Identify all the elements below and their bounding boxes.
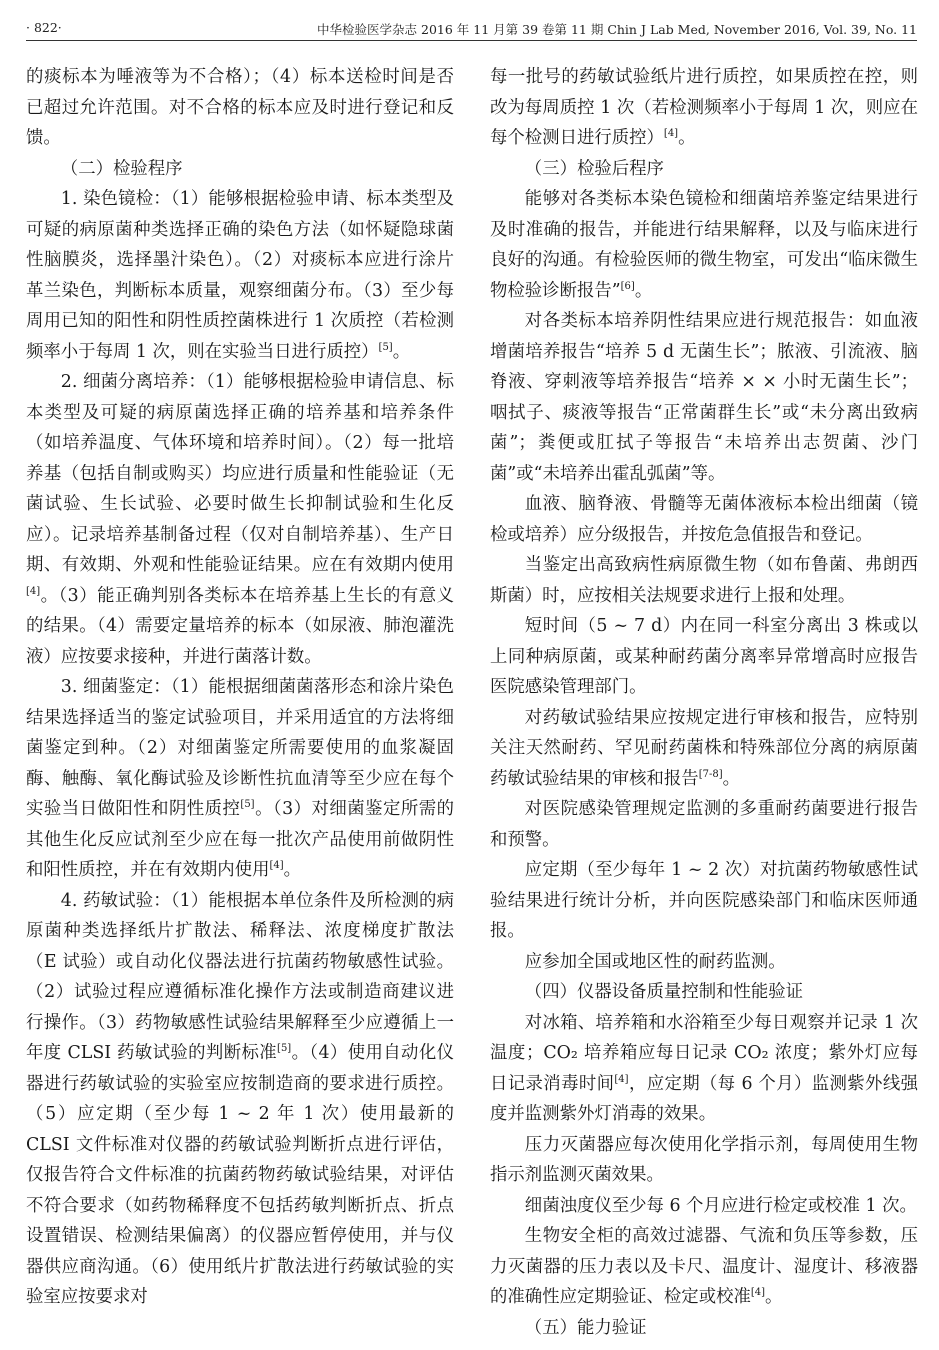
paragraph-culture: 2. 细菌分离培养：（1）能够根据检验申请信息、标本类型及可疑的病原菌选择正确的培养基和培养条件（如培养温度、气体环境和培养时间）。（2）每一批培养基（包括自制或购买）均应进行质量和性能验证（无菌试验、生长试验、必要时做生长抑制试验和生化反应）。记录培养基制备过程（仅对自制培养基）、生产日期、有效期、外观和性能验证结果。应在有效期内使用[4]。（3）能正确判别各类标本在培养基上生长的有意义的结果。（4）需要定量培养的标本（如尿液、肺泡灌洗液）应按要求接种，并进行菌落计数。	[26, 372, 454, 667]
journal-citation: 中华检验医学杂志 2016 年 11 月第 39 卷第 11 期 Chin J Lab Med, November 2016, Vol. 39, No. 11	[317, 22, 917, 37]
paragraph-mdr: 对医院感染管理规定监测的多重耐药菌要进行报告和预警。	[490, 799, 918, 850]
paragraph-review: 对药敏试验结果应按规定进行审核和报告，应特别关注天然耐药、罕见耐药菌株和特殊部位分离的病原菌药敏试验结果的审核和报告[7-8]。	[490, 707, 918, 789]
paragraph-sterile-fluids: 血液、脑脊液、骨髓等无菌体液标本检出细菌（镜检或培养）应分级报告，并按危急值报告和登记。	[490, 494, 918, 545]
paragraph-negative-results: 对各类标本培养阴性结果应进行规范报告：如血液增菌培养报告“培养 5 d 无菌生长”；脓液、引流液、脑脊液、穿刺液等培养报告“培养 × × 小时无菌生长”；咽拭子、痰液等报告“正常菌群生长”或“未分离出致病菌”；粪便或肛拭子等报告“未培养出志贺菌、沙门菌”或“未培养出霍乱弧菌”等。	[490, 311, 918, 484]
left-column	[26, 62, 454, 1313]
paragraph-continued: 每一批号的药敏试验纸片进行质控，如果质控在控，则改为每周质控 1 次（若检测频率小于每周 1 次，则应在每个检测日进行质控）[4]。	[490, 67, 918, 148]
paragraph-autoclave: 压力灭菌器应每次使用化学指示剂，每周使用生物指示剂监测灭菌效果。	[490, 1134, 918, 1185]
paragraph-susceptibility: 4. 药敏试验：（1）能根据本单位条件及所检测的病原菌种类选择纸片扩散法、稀释法、浓度梯度扩散法（E 试验）或自动化仪器法进行抗菌药物敏感性试验。（2）试验过程应遵循标准化操作方法或制造商建议进行操作。（3）药物敏感性试验结果解释至少应遵循上一年度 CLSI 药敏试验的判断标准[5]。（4）使用自动化仪器进行药敏试验的实验室应按制造商的要求进行质控。（5）应定期（至少每 1 ~ 2 年 1 次）使用最新的 CLSI 文件标准对仪器的药敏试验判断折点进行评估，仅报告符合文件标准的抗菌药物药敏试验结果，对评估不符合要求（如药物稀释度不包括药敏判断折点、折点设置错误、检测结果偏离）的仪器应暂停使用，并与仪器供应商沟通。（6）使用纸片扩散法进行药敏试验的实验室应按要求对	[26, 890, 454, 1307]
section-heading: （五）能力验证	[524, 1317, 647, 1338]
paragraph-turbidimeter: 细菌浊度仪至少每 6 个月应进行检定或校准 1 次。	[524, 1195, 917, 1216]
citation: [4]	[26, 585, 41, 597]
paragraph-reporting: 能够对各类标本染色镜检和细菌培养鉴定结果进行及时准确的报告，并能进行结果解释，以及与临床进行良好的沟通。有检验医师的微生物室，可发出“临床微生物检验诊断报告”[6]。	[490, 189, 918, 301]
citation: [5]	[277, 1043, 292, 1054]
paragraph-identification: 3. 细菌鉴定：（1）能根据细菌菌落形态和涂片染色结果选择适当的鉴定试验项目，并采用适宜的方法将细菌鉴定到种。（2）对细菌鉴定所需要使用的血浆凝固酶、触酶、氧化酶试验及诊断性抗血清等至少应在每个实验当日做阳性和阴性质控[5]。（3）对细菌鉴定所需的其他生化反应试剂至少应在每一批次产品使用前做阴性和阳性质控，并在有效期内使用[4]。	[26, 677, 454, 880]
citation: [4]	[269, 860, 284, 871]
paragraph-surveillance: 应参加全国或地区性的耐药监测。	[524, 951, 786, 972]
citation: [4]	[663, 128, 679, 139]
running-header	[26, 18, 917, 41]
citation: [4]	[614, 1073, 629, 1085]
paragraph-biosafety: 生物安全柜的高效过滤器、气流和负压等参数，压力灭菌器的压力表以及卡尺、温度计、湿度计、移液器的准确性应定期验证、检定或校准[4]。	[490, 1226, 918, 1307]
paragraph-high-pathogenicity: 当鉴定出高致病性病原微生物（如布鲁菌、弗朗西斯菌）时，应按相关法规要求进行上报和处理。	[490, 555, 918, 606]
right-column	[490, 62, 918, 1343]
section-heading: （四）仪器设备质量控制和性能验证	[524, 982, 804, 1002]
section-heading: （三）检验后程序	[524, 158, 664, 179]
citation: [5]	[240, 799, 255, 810]
paragraph-staining: 1. 染色镜检：（1）能够根据检验申请、标本类型及可疑的病原菌种类选择正确的染色方法（如怀疑隐球菌性脑膜炎，选择墨汁染色）。（2）对痰标本应进行涂片革兰染色，判断标本质量，观察细菌分布。（3）至少每周用已知的阳性和阴性质控菌株进行 1 次质控（若检测频率小于每周 1 次，则在实验当日进行质控）[5]。	[26, 189, 454, 362]
paragraph: 的痰标本为唾液等为不合格）；（4）标本送检时间是否已超过允许范围。对不合格的标本应及时进行登记和反馈。	[26, 67, 454, 148]
paragraph-cluster: 短时间（5 ~ 7 d）内在同一科室分离出 3 株或以上同种病原菌，或某种耐药菌分离率异常增高时应报告医院感染管理部门。	[490, 616, 918, 697]
citation: [7-8]	[698, 768, 723, 780]
citation: [6]	[620, 280, 635, 292]
citation: [4]	[750, 1287, 766, 1298]
citation: [5]	[378, 341, 393, 353]
section-heading: （二）检验程序	[60, 158, 183, 179]
paragraph-statistics: 应定期（至少每年 1 ~ 2 次）对抗菌药物敏感性试验结果进行统计分析，并向医院感染部门和临床医师通报。	[490, 860, 918, 941]
paragraph-equipment-temp: 对冰箱、培养箱和水浴箱至少每日观察并记录 1 次温度；CO₂ 培养箱应每日记录 CO₂ 浓度；紫外灯应每日记录消毒时间[4]，应定期（每 6 个月）监测紫外线强度并监测紫外灯消毒的效果。	[490, 1012, 918, 1124]
page-number: · 822·	[26, 20, 62, 35]
